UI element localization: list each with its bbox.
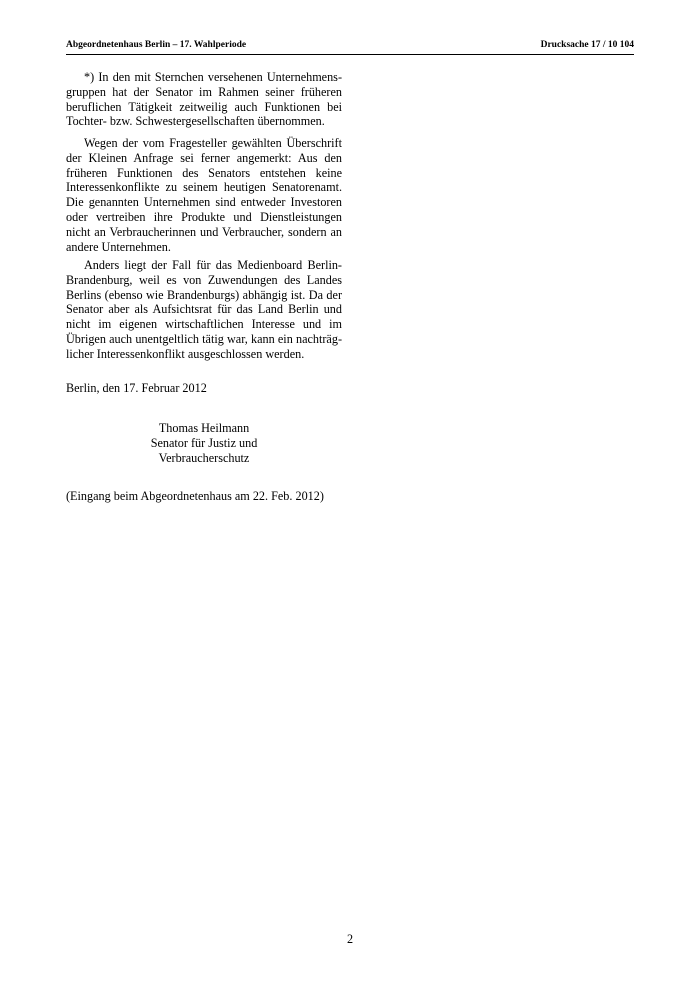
- footnote-paragraph: *) In den mit Sternchen versehenen Unternehmensgruppen hat der Senator im Rahmen seiner früheren beruflichen Tätigkeit zeitweilig auch Funktionen bei Tochter- bzw. Schwestergesellschaften übernommen.: [66, 70, 342, 129]
- body-paragraph-conflicts: Wegen der vom Fragesteller gewählten Überschrift der Kleinen Anfrage sei ferner angemerkt: Aus den früheren Funktionen des Senators entstehen keine Interessenkonflikte zu seinem heutigen Senatorenamt. Die genannten Unternehmen sind entweder Investoren oder vertreiben ihre Produkte und Dienstleistungen nicht an Verbraucherinnen und Verbraucher, sondern an andere Unternehmen.: [66, 136, 342, 254]
- receipt-note: (Eingang beim Abgeordnetenhaus am 22. Feb. 2012): [66, 489, 324, 503]
- page-number: 2: [346, 932, 354, 946]
- page-header: [66, 40, 634, 55]
- body-paragraph-medienboard: Anders liegt der Fall für das Medienboard Berlin-Brandenburg, weil es von Zuwendungen des Landes Berlins (ebenso wie Brandenburgs) abhängig ist. Da der Senator aber als Aufsichtsrat für das Land Berlin und nicht im eigenen wirtschaftlichen Interesse und im Übrigen auch unentgeltlich tätig war, kann ein nachträglicher Interessenkonflikt ausgeschlossen werden.: [66, 258, 342, 361]
- date-line: Berlin, den 17. Februar 2012: [66, 381, 207, 395]
- signatory-title-cont: Verbraucherschutz: [158, 450, 250, 465]
- document-number: Drucksache 17 / 10 104: [540, 40, 634, 50]
- signature-block: [66, 421, 342, 465]
- header-title: Abgeordnetenhaus Berlin – 17. Wahlperiode: [66, 40, 247, 50]
- signatory-title: Senator für Justiz und: [150, 435, 258, 450]
- signatory-name: Thomas Heilmann: [158, 421, 250, 435]
